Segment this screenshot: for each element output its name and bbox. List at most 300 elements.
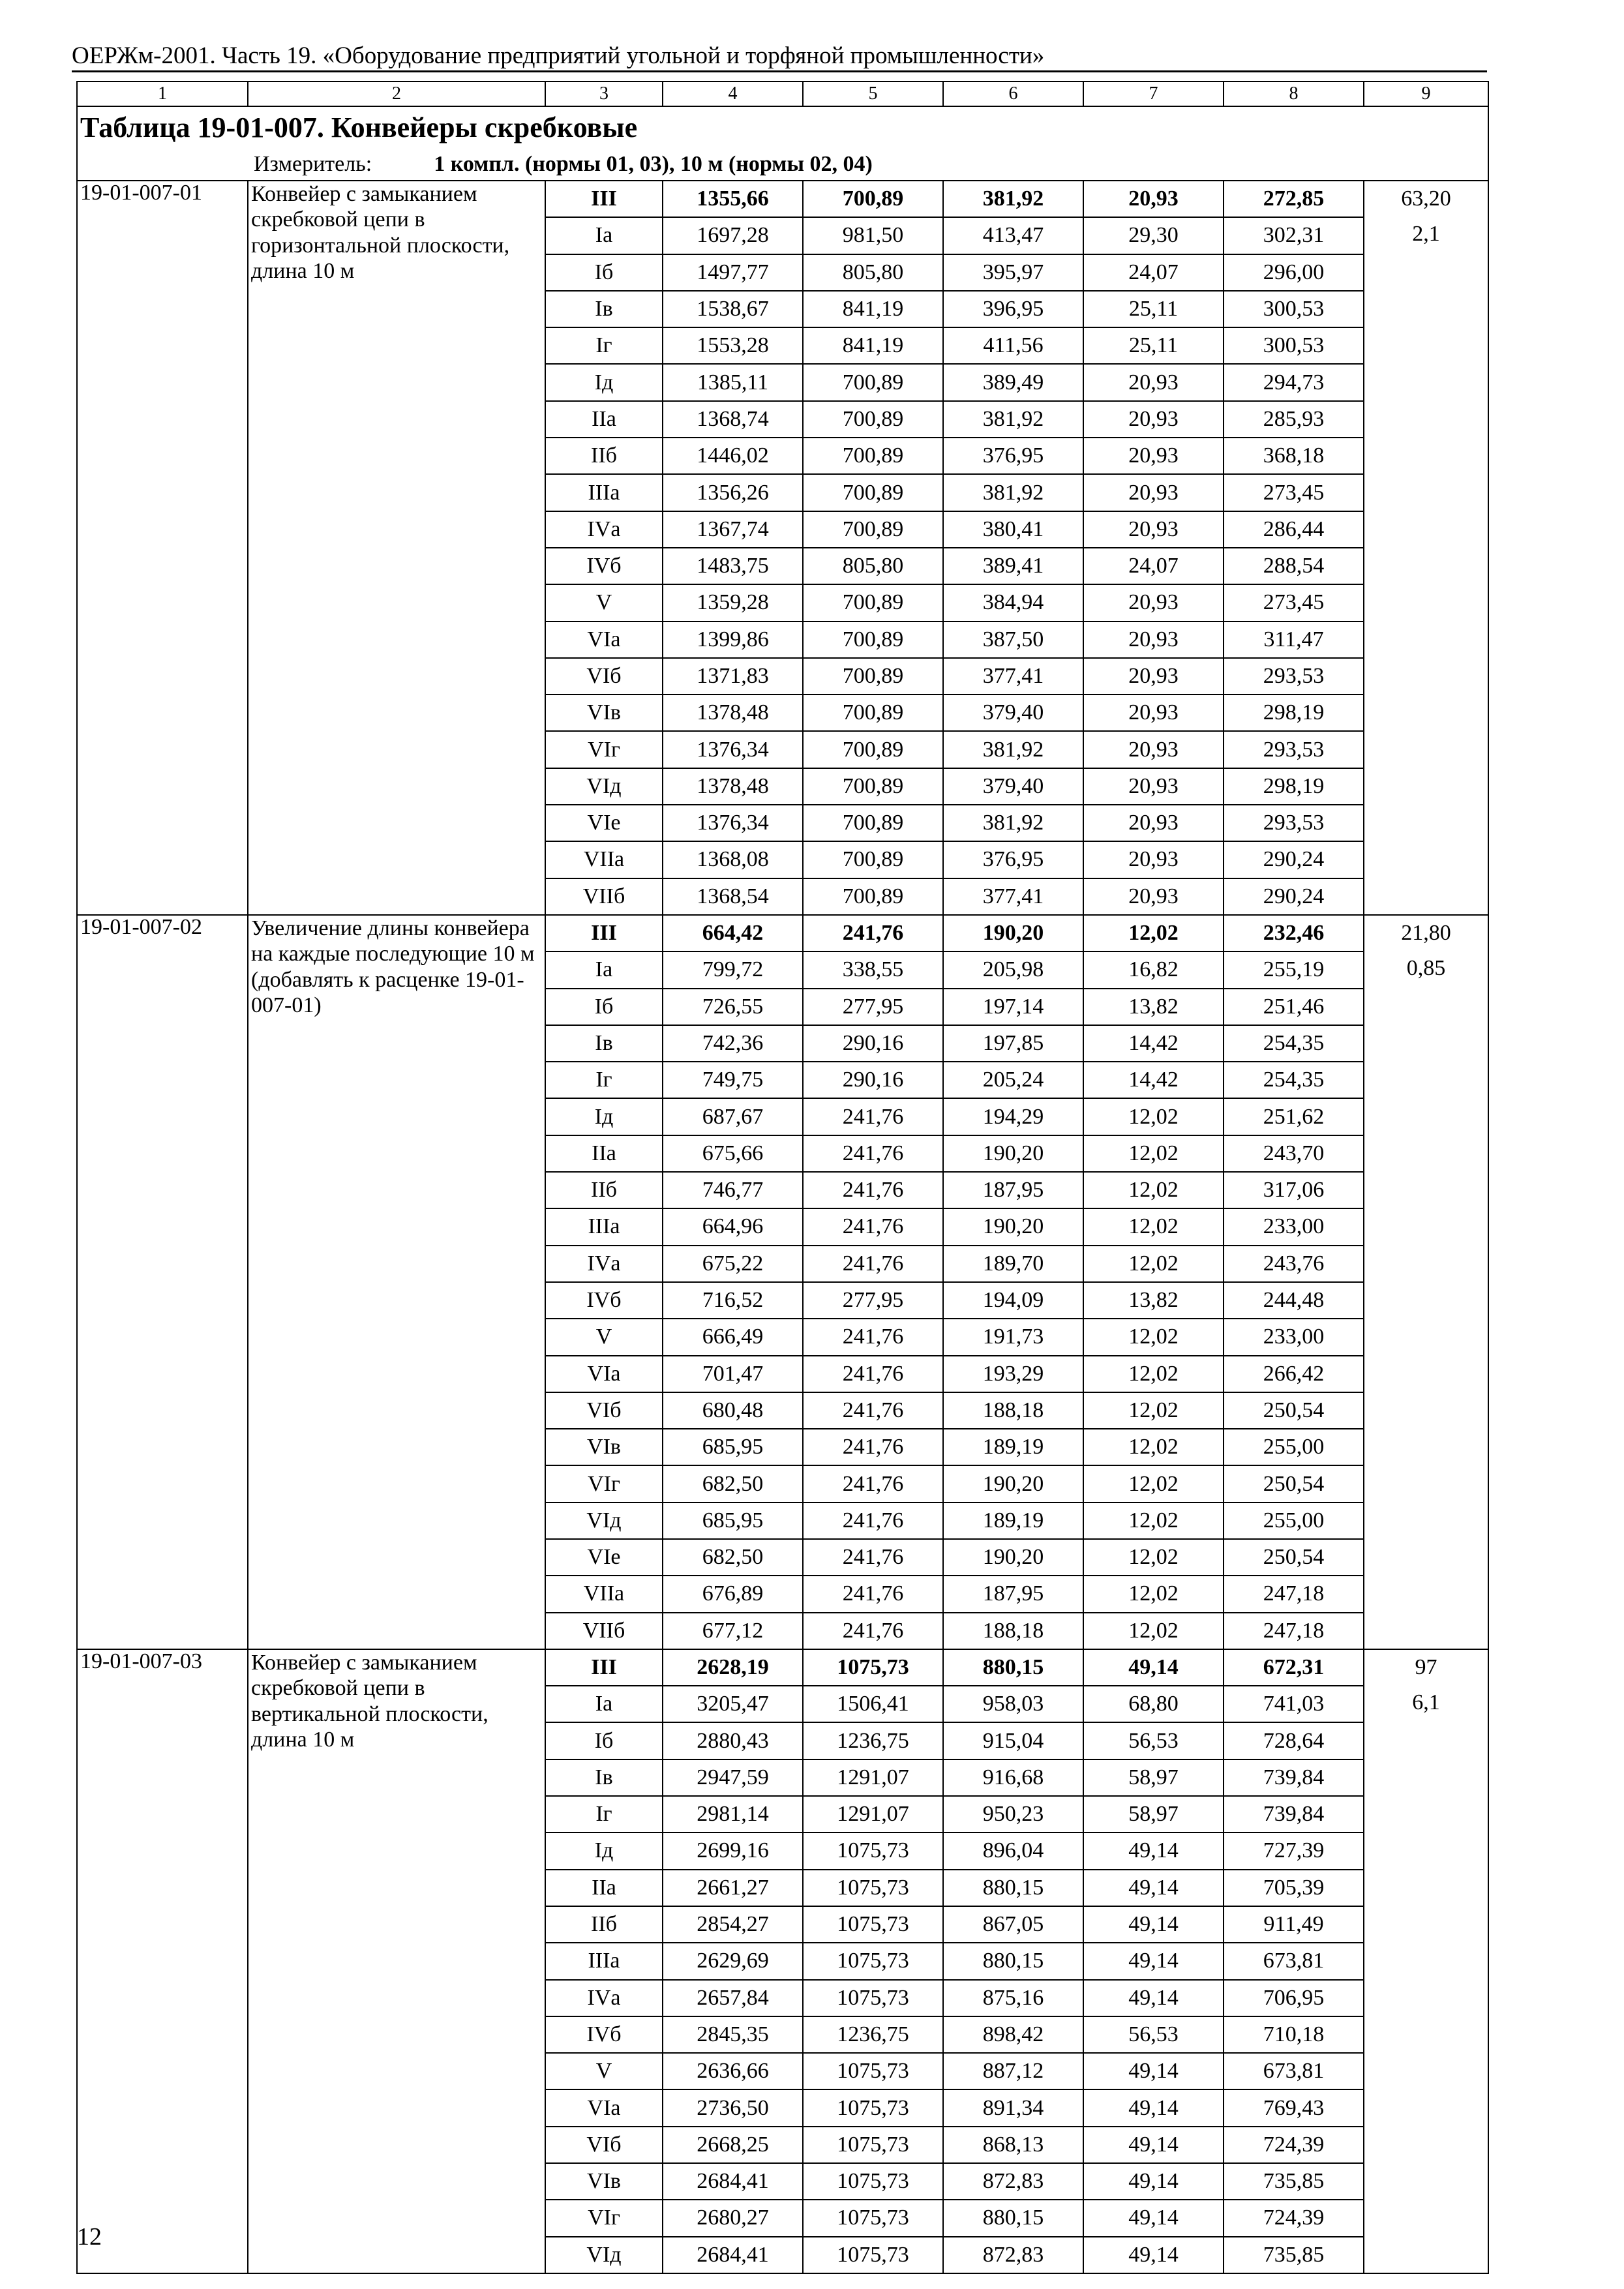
machine-cost: 411,56 (943, 327, 1083, 364)
machine-cost: 880,15 (943, 1870, 1083, 1906)
wages: 700,89 (803, 878, 943, 915)
total-cost: 675,22 (663, 1246, 803, 1282)
meter-value: 1 компл. (нормы 01, 03), 10 м (нормы 02, 04) (434, 152, 873, 176)
table-title-cell (77, 106, 1488, 181)
material-cost: 724,39 (1224, 2200, 1364, 2236)
machine-cost: 381,92 (943, 181, 1083, 217)
wages: 700,89 (803, 474, 943, 511)
total-cost: 701,47 (663, 1356, 803, 1392)
territorial-zone: VIIа (545, 841, 663, 878)
machine-cost: 389,41 (943, 548, 1083, 584)
total-cost: 2680,27 (663, 2200, 803, 2236)
material-cost: 296,00 (1224, 254, 1364, 291)
machinist-wages: 16,82 (1083, 951, 1224, 988)
material-cost: 741,03 (1224, 1686, 1364, 1722)
wages: 241,76 (803, 1098, 943, 1135)
machinist-wages: 49,14 (1083, 2200, 1224, 2236)
machine-cost: 868,13 (943, 2127, 1083, 2163)
page-header: ОЕРЖм-2001. Часть 19. «Оборудование предприятий угольной и торфяной промышленности» (72, 42, 1045, 69)
material-cost: 255,00 (1224, 1429, 1364, 1465)
wages: 700,89 (803, 805, 943, 841)
wages: 1075,73 (803, 1870, 943, 1906)
machinist-wages: 49,14 (1083, 2127, 1224, 2163)
territorial-zone: VIIб (545, 878, 663, 915)
material-cost: 911,49 (1224, 1906, 1364, 1943)
machine-cost: 887,12 (943, 2053, 1083, 2089)
total-cost: 1376,34 (663, 805, 803, 841)
machine-cost: 205,98 (943, 951, 1083, 988)
wages: 241,76 (803, 1392, 943, 1429)
wages: 1236,75 (803, 1722, 943, 1759)
territorial-zone: VIб (545, 2127, 663, 2163)
machine-cost: 190,20 (943, 915, 1083, 951)
wages: 1075,73 (803, 2200, 943, 2236)
territorial-zone: VIIб (545, 1613, 663, 1649)
wages: 1291,07 (803, 1759, 943, 1796)
machinist-wages: 12,02 (1083, 1172, 1224, 1208)
total-cost: 2636,66 (663, 2053, 803, 2089)
material-cost: 317,06 (1224, 1172, 1364, 1208)
material-cost: 254,35 (1224, 1025, 1364, 1062)
total-cost: 676,89 (663, 1576, 803, 1612)
total-cost: 726,55 (663, 989, 803, 1025)
machinist-wages: 12,02 (1083, 1208, 1224, 1245)
total-cost: 1356,26 (663, 474, 803, 511)
rate-code: 19-01-007-02 (77, 915, 248, 1649)
territorial-zone: V (545, 1319, 663, 1355)
machinist-wages: 12,02 (1083, 1465, 1224, 1502)
total-cost: 1371,83 (663, 658, 803, 695)
machinist-wages: 20,93 (1083, 695, 1224, 731)
machine-cost: 880,15 (943, 1649, 1083, 1686)
material-cost: 705,39 (1224, 1870, 1364, 1906)
total-cost: 2661,27 (663, 1870, 803, 1906)
column-number: 7 (1083, 82, 1224, 106)
total-cost: 1378,48 (663, 695, 803, 731)
material-cost: 300,53 (1224, 291, 1364, 327)
meter-label: Измеритель: (254, 152, 372, 176)
wages: 1075,73 (803, 1906, 943, 1943)
wages: 241,76 (803, 1613, 943, 1649)
total-cost: 2947,59 (663, 1759, 803, 1796)
territorial-zone: Iб (545, 989, 663, 1025)
machinist-wages: 12,02 (1083, 915, 1224, 951)
wages: 277,95 (803, 989, 943, 1025)
total-cost: 675,66 (663, 1135, 803, 1172)
machine-cost: 377,41 (943, 658, 1083, 695)
wages: 700,89 (803, 658, 943, 695)
wages: 241,76 (803, 1246, 943, 1282)
wages: 241,76 (803, 1429, 943, 1465)
territorial-zone: Iг (545, 1796, 663, 1833)
wages: 241,76 (803, 1539, 943, 1576)
wages: 1075,73 (803, 1980, 943, 2016)
machinist-wages: 68,80 (1083, 1686, 1224, 1722)
material-cost: 294,73 (1224, 364, 1364, 400)
territorial-zone: VIе (545, 805, 663, 841)
page-number: 12 (77, 2223, 102, 2251)
material-cost: 243,76 (1224, 1246, 1364, 1282)
material-cost: 302,31 (1224, 217, 1364, 254)
total-cost: 1355,66 (663, 181, 803, 217)
machinist-wages: 20,93 (1083, 181, 1224, 217)
territorial-zone: VIа (545, 2089, 663, 2126)
territorial-zone: VIб (545, 1392, 663, 1429)
total-cost: 664,96 (663, 1208, 803, 1245)
material-cost: 706,95 (1224, 1980, 1364, 2016)
material-cost: 255,19 (1224, 951, 1364, 988)
material-cost: 251,62 (1224, 1098, 1364, 1135)
total-cost: 1367,74 (663, 511, 803, 548)
wages: 841,19 (803, 291, 943, 327)
material-cost: 286,44 (1224, 511, 1364, 548)
total-cost: 1446,02 (663, 438, 803, 474)
wages: 1075,73 (803, 1833, 943, 1869)
total-cost: 2981,14 (663, 1796, 803, 1833)
material-cost: 673,81 (1224, 1943, 1364, 1979)
machinist-wages: 20,93 (1083, 805, 1224, 841)
column-number-row (77, 82, 1488, 106)
territorial-zone: Iв (545, 1759, 663, 1796)
table-row (77, 915, 1488, 951)
wages: 241,76 (803, 1576, 943, 1612)
machine-cost: 880,15 (943, 1943, 1083, 1979)
machine-cost: 189,19 (943, 1429, 1083, 1465)
machine-cost: 191,73 (943, 1319, 1083, 1355)
territorial-zone: Iг (545, 1062, 663, 1098)
wages: 805,80 (803, 254, 943, 291)
machine-cost: 188,18 (943, 1392, 1083, 1429)
machine-cost: 379,40 (943, 768, 1083, 805)
territorial-zone: VIд (545, 1503, 663, 1539)
material-cost: 300,53 (1224, 327, 1364, 364)
labor-costs-cell (1364, 915, 1488, 1649)
territorial-zone: IIа (545, 1870, 663, 1906)
material-cost: 285,93 (1224, 401, 1364, 438)
machinist-wages: 14,42 (1083, 1062, 1224, 1098)
material-cost: 368,18 (1224, 438, 1364, 474)
machinist-wages: 12,02 (1083, 1319, 1224, 1355)
material-cost: 244,48 (1224, 1282, 1364, 1319)
total-cost: 1399,86 (663, 621, 803, 658)
wages: 1075,73 (803, 1943, 943, 1979)
machinist-wages: 20,93 (1083, 621, 1224, 658)
territorial-zone: IVб (545, 2016, 663, 2053)
territorial-zone: VIв (545, 1429, 663, 1465)
territorial-zone: Iд (545, 364, 663, 400)
territorial-zone: IIIа (545, 474, 663, 511)
total-cost: 1368,74 (663, 401, 803, 438)
machinist-wages: 58,97 (1083, 1796, 1224, 1833)
wages: 290,16 (803, 1062, 943, 1098)
territorial-zone: Iд (545, 1833, 663, 1869)
total-cost: 3205,47 (663, 1686, 803, 1722)
material-cost: 739,84 (1224, 1796, 1364, 1833)
machinist-wages: 29,30 (1083, 217, 1224, 254)
machinist-wages: 20,93 (1083, 474, 1224, 511)
machinist-wages: 49,14 (1083, 2163, 1224, 2200)
territorial-zone: VIг (545, 731, 663, 768)
territorial-zone: IIб (545, 1172, 663, 1208)
territorial-zone: IIа (545, 401, 663, 438)
total-cost: 2684,41 (663, 2163, 803, 2200)
territorial-zone: IVа (545, 511, 663, 548)
territorial-zone: VIг (545, 1465, 663, 1502)
machinist-wages: 24,07 (1083, 548, 1224, 584)
material-cost: 298,19 (1224, 768, 1364, 805)
material-cost: 293,53 (1224, 658, 1364, 695)
wages: 700,89 (803, 731, 943, 768)
machine-cost: 190,20 (943, 1135, 1083, 1172)
column-number: 1 (77, 82, 248, 106)
worker-labor-cost: 97 (1415, 1654, 1437, 1679)
total-cost: 2684,41 (663, 2237, 803, 2273)
machine-cost: 189,70 (943, 1246, 1083, 1282)
total-cost: 666,49 (663, 1319, 803, 1355)
wages: 277,95 (803, 1282, 943, 1319)
total-cost: 687,67 (663, 1098, 803, 1135)
machinist-wages: 20,93 (1083, 511, 1224, 548)
territorial-zone: Iа (545, 1686, 663, 1722)
machine-cost: 188,18 (943, 1613, 1083, 1649)
material-cost: 673,81 (1224, 2053, 1364, 2089)
machine-cost: 197,85 (943, 1025, 1083, 1062)
machinist-wages: 14,42 (1083, 1025, 1224, 1062)
territorial-zone: Iа (545, 217, 663, 254)
territorial-zone: III (545, 181, 663, 217)
territorial-zone: Iа (545, 951, 663, 988)
machine-cost: 381,92 (943, 805, 1083, 841)
material-cost: 232,46 (1224, 915, 1364, 951)
total-cost: 685,95 (663, 1429, 803, 1465)
machine-cost: 872,83 (943, 2237, 1083, 2273)
territorial-zone: Iд (545, 1098, 663, 1135)
machine-cost: 190,20 (943, 1465, 1083, 1502)
machine-cost: 916,68 (943, 1759, 1083, 1796)
wages: 241,76 (803, 1356, 943, 1392)
machinist-wages: 56,53 (1083, 1722, 1224, 1759)
machine-cost: 413,47 (943, 217, 1083, 254)
table-row (77, 1649, 1488, 1686)
material-cost: 727,39 (1224, 1833, 1364, 1869)
machine-cost: 395,97 (943, 254, 1083, 291)
wages: 241,76 (803, 1319, 943, 1355)
wages: 338,55 (803, 951, 943, 988)
wages: 700,89 (803, 621, 943, 658)
total-cost: 1368,54 (663, 878, 803, 915)
machinist-wages: 12,02 (1083, 1613, 1224, 1649)
total-cost: 664,42 (663, 915, 803, 951)
table-row (77, 181, 1488, 217)
wages: 1075,73 (803, 2089, 943, 2126)
machine-cost: 891,34 (943, 2089, 1083, 2126)
territorial-zone: VIIа (545, 1576, 663, 1612)
territorial-zone: IIа (545, 1135, 663, 1172)
machine-cost: 193,29 (943, 1356, 1083, 1392)
total-cost: 1497,77 (663, 254, 803, 291)
machinist-wages: 13,82 (1083, 989, 1224, 1025)
material-cost: 290,24 (1224, 878, 1364, 915)
machinist-labor-cost: 6,1 (1412, 1690, 1440, 1714)
territorial-zone: V (545, 584, 663, 621)
machinist-wages: 13,82 (1083, 1282, 1224, 1319)
material-cost: 728,64 (1224, 1722, 1364, 1759)
machine-cost: 190,20 (943, 1539, 1083, 1576)
rate-description: Конвейер с замыканием скребковой цепи в вертикальной плоскости, длина 10 м (248, 1649, 545, 2273)
total-cost: 2629,69 (663, 1943, 803, 1979)
wages: 1075,73 (803, 2127, 943, 2163)
material-cost: 672,31 (1224, 1649, 1364, 1686)
material-cost: 266,42 (1224, 1356, 1364, 1392)
total-cost: 2854,27 (663, 1906, 803, 1943)
material-cost: 255,00 (1224, 1503, 1364, 1539)
wages: 241,76 (803, 1208, 943, 1245)
material-cost: 273,45 (1224, 584, 1364, 621)
total-cost: 2628,19 (663, 1649, 803, 1686)
total-cost: 2880,43 (663, 1722, 803, 1759)
table-title-row (77, 106, 1488, 181)
total-cost: 685,95 (663, 1503, 803, 1539)
rate-code: 19-01-007-03 (77, 1649, 248, 2273)
territorial-zone: IVб (545, 1282, 663, 1319)
total-cost: 799,72 (663, 951, 803, 988)
territorial-zone: VIа (545, 621, 663, 658)
material-cost: 247,18 (1224, 1576, 1364, 1612)
material-cost: 311,47 (1224, 621, 1364, 658)
machinist-wages: 12,02 (1083, 1135, 1224, 1172)
territorial-zone: III (545, 915, 663, 951)
territorial-zone: IVб (545, 548, 663, 584)
machine-cost: 190,20 (943, 1208, 1083, 1245)
territorial-zone: VIв (545, 2163, 663, 2200)
total-cost: 2845,35 (663, 2016, 803, 2053)
material-cost: 293,53 (1224, 731, 1364, 768)
territorial-zone: VIд (545, 768, 663, 805)
territorial-zone: VIе (545, 1539, 663, 1576)
machine-cost: 880,15 (943, 2200, 1083, 2236)
total-cost: 682,50 (663, 1539, 803, 1576)
wages: 1236,75 (803, 2016, 943, 2053)
territorial-zone: VIб (545, 658, 663, 695)
machine-cost: 189,19 (943, 1503, 1083, 1539)
worker-labor-cost: 21,80 (1401, 920, 1451, 945)
material-cost: 250,54 (1224, 1392, 1364, 1429)
material-cost: 290,24 (1224, 841, 1364, 878)
column-number: 5 (803, 82, 943, 106)
wages: 700,89 (803, 695, 943, 731)
machine-cost: 389,49 (943, 364, 1083, 400)
material-cost: 233,00 (1224, 1208, 1364, 1245)
machine-cost: 875,16 (943, 1980, 1083, 2016)
total-cost: 1553,28 (663, 327, 803, 364)
column-number: 2 (248, 82, 545, 106)
machine-cost: 194,09 (943, 1282, 1083, 1319)
wages: 700,89 (803, 401, 943, 438)
wages: 700,89 (803, 364, 943, 400)
wages: 241,76 (803, 1172, 943, 1208)
machine-cost: 376,95 (943, 841, 1083, 878)
machinist-wages: 24,07 (1083, 254, 1224, 291)
territorial-zone: IIб (545, 438, 663, 474)
column-number: 4 (663, 82, 803, 106)
wages: 241,76 (803, 1465, 943, 1502)
wages: 700,89 (803, 181, 943, 217)
territorial-zone: III (545, 1649, 663, 1686)
machine-cost: 381,92 (943, 401, 1083, 438)
material-cost: 250,54 (1224, 1539, 1364, 1576)
material-cost: 247,18 (1224, 1613, 1364, 1649)
material-cost: 739,84 (1224, 1759, 1364, 1796)
material-cost: 243,70 (1224, 1135, 1364, 1172)
territorial-zone: IVа (545, 1980, 663, 2016)
machinist-wages: 12,02 (1083, 1503, 1224, 1539)
total-cost: 2699,16 (663, 1833, 803, 1869)
total-cost: 742,36 (663, 1025, 803, 1062)
material-cost: 288,54 (1224, 548, 1364, 584)
wages: 1075,73 (803, 2053, 943, 2089)
table-title: Таблица 19-01-007. Конвейеры скребковые (80, 112, 638, 143)
machinist-wages: 25,11 (1083, 291, 1224, 327)
territorial-zone: IIIа (545, 1943, 663, 1979)
machine-cost: 379,40 (943, 695, 1083, 731)
machinist-wages: 49,14 (1083, 1980, 1224, 2016)
column-number: 9 (1364, 82, 1488, 106)
machinist-wages: 12,02 (1083, 1539, 1224, 1576)
machinist-labor-cost: 2,1 (1412, 222, 1440, 246)
wages: 700,89 (803, 438, 943, 474)
material-cost: 293,53 (1224, 805, 1364, 841)
meter-line (80, 149, 1485, 180)
machine-cost: 205,24 (943, 1062, 1083, 1098)
machine-cost: 384,94 (943, 584, 1083, 621)
machinist-wages: 56,53 (1083, 2016, 1224, 2053)
worker-labor-cost: 63,20 (1401, 187, 1451, 211)
territorial-zone: VIд (545, 2237, 663, 2273)
wages: 1075,73 (803, 2163, 943, 2200)
wages: 1291,07 (803, 1796, 943, 1833)
material-cost: 769,43 (1224, 2089, 1364, 2126)
wages: 841,19 (803, 327, 943, 364)
rates-table (76, 81, 1489, 2274)
territorial-zone: IIб (545, 1906, 663, 1943)
machinist-wages: 12,02 (1083, 1576, 1224, 1612)
machinist-wages: 12,02 (1083, 1356, 1224, 1392)
machine-cost: 381,92 (943, 731, 1083, 768)
territorial-zone: VIв (545, 695, 663, 731)
machinist-wages: 20,93 (1083, 878, 1224, 915)
territorial-zone: VIг (545, 2200, 663, 2236)
total-cost: 2668,25 (663, 2127, 803, 2163)
machinist-wages: 20,93 (1083, 401, 1224, 438)
wages: 700,89 (803, 768, 943, 805)
machinist-wages: 49,14 (1083, 1649, 1224, 1686)
machinist-wages: 49,14 (1083, 1833, 1224, 1869)
machinist-wages: 20,93 (1083, 731, 1224, 768)
machinist-wages: 20,93 (1083, 768, 1224, 805)
total-cost: 1697,28 (663, 217, 803, 254)
material-cost: 735,85 (1224, 2237, 1364, 2273)
rate-code: 19-01-007-01 (77, 181, 248, 915)
territorial-zone: IVа (545, 1246, 663, 1282)
material-cost: 233,00 (1224, 1319, 1364, 1355)
wages: 700,89 (803, 841, 943, 878)
machine-cost: 958,03 (943, 1686, 1083, 1722)
material-cost: 735,85 (1224, 2163, 1364, 2200)
machinist-wages: 12,02 (1083, 1246, 1224, 1282)
machine-cost: 396,95 (943, 291, 1083, 327)
machine-cost: 197,14 (943, 989, 1083, 1025)
material-cost: 710,18 (1224, 2016, 1364, 2053)
